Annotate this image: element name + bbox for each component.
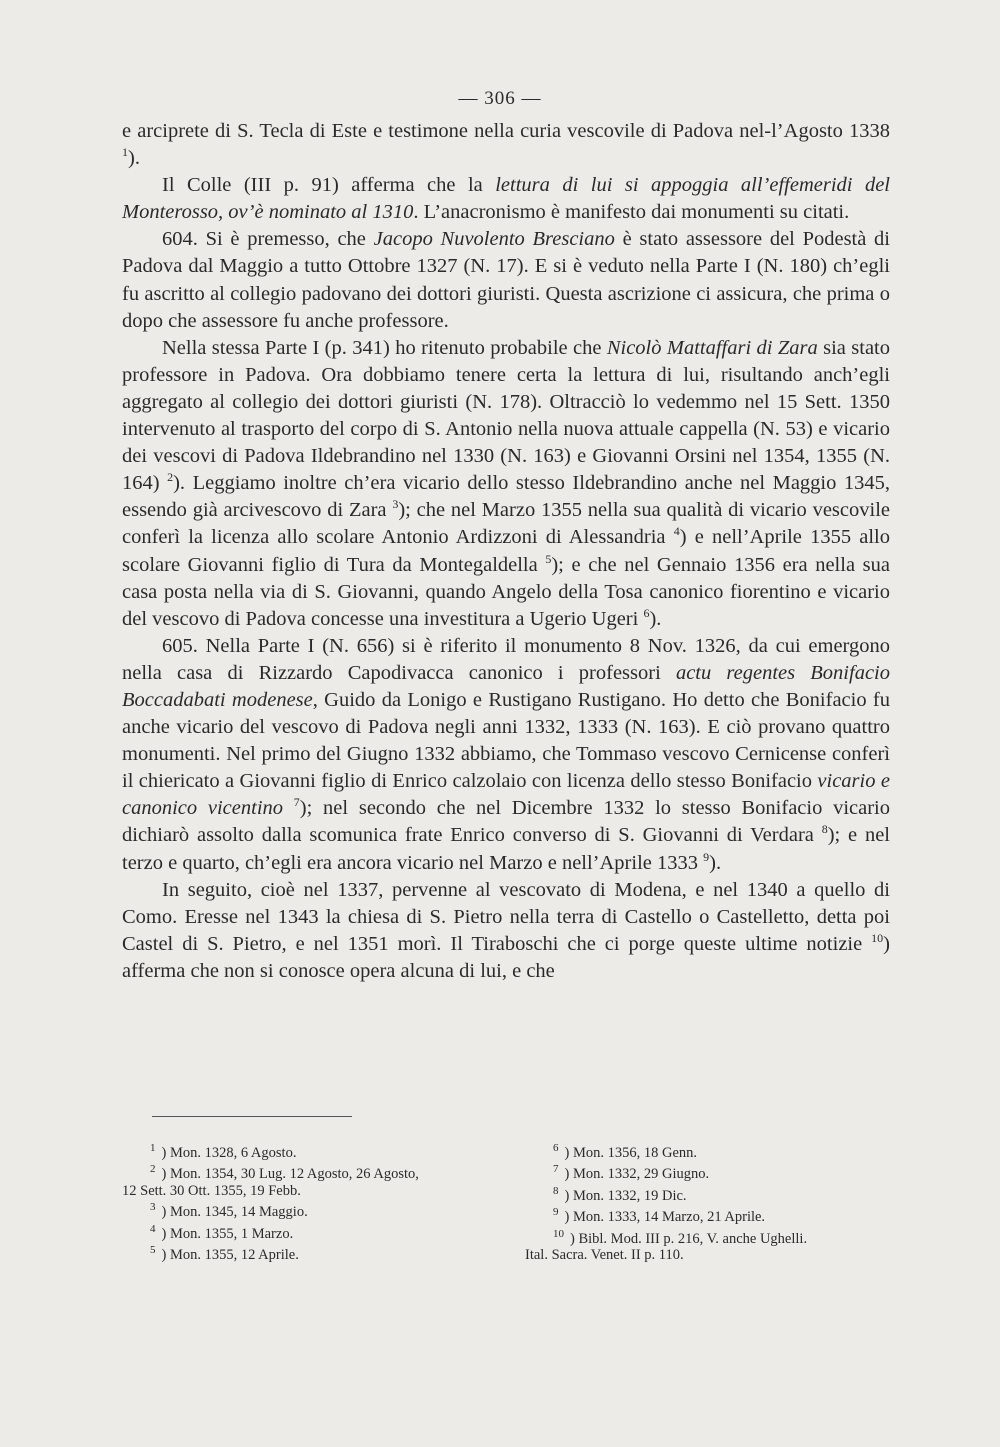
- text-run: ) e nell’Aprile 1355 allo scolare Giovanni figlio di Tura da Montegaldella: [122, 526, 890, 576]
- footnote-text: ) Mon. 1328, 6 Agosto.: [161, 1144, 297, 1161]
- footnote-number: 2: [150, 1163, 156, 1176]
- footnote-text: ) Mon. 1333, 14 Marzo, 21 Aprile.: [564, 1209, 766, 1226]
- footnote-ref: 4: [673, 524, 680, 539]
- text-run: ).: [649, 607, 662, 630]
- text-run: ); nel secondo che nel Dicembre 1332 lo stesso Bonifacio vicario dichiarò assolto dalla scomunica frate Enrico converso di S. Giovanni di Verdara: [122, 797, 890, 847]
- footnote-number: 6: [553, 1142, 559, 1154]
- text-run: Jacopo Nuvolento Bresciano: [373, 228, 615, 251]
- footnote: [525, 1247, 895, 1264]
- text-run: [283, 797, 294, 819]
- body-text: [122, 118, 890, 985]
- footnote-number: 5: [150, 1244, 156, 1257]
- footnote-text: ) Mon. 1355, 12 Aprile.: [161, 1247, 299, 1264]
- paragraph: [122, 877, 890, 985]
- footnote-text: ) Mon. 1332, 19 Dic.: [564, 1187, 687, 1204]
- text-run: ).: [128, 147, 140, 170]
- footnote-number: 7: [553, 1163, 559, 1176]
- footnote-number: 1: [150, 1142, 156, 1154]
- text-run: sia stato professore in Padova. Ora dobbiamo tenere certa la lettura di lui, risultando anch’egli aggregato al collegio dei dottori giuristi (N. 178). Oltracciò lo vedemmo nel 15 Sett. 1350 intervenuto al trasporto del corpo di S. Antonio nella nuova attuale cappella (N. 53) e vicario dei vescovi di Padova Ildebrandino nel 1330 (N. 163) e Giovanni Orsini nel 1354, 1355 (N. 164): [122, 336, 890, 495]
- footnote-text: ) Mon. 1345, 14 Maggio.: [161, 1204, 308, 1221]
- footnotes-right: [525, 1140, 895, 1264]
- footnote: [122, 1161, 492, 1182]
- footnote: [525, 1140, 895, 1161]
- text-run: ); e che nel Gennaio 1356 era nella sua casa posta nella via di S. Giovanni, quando Angelo della Tosa canonico fiorentino e vicario del vescovo di Padova concesse una investitura a Ugerio Ugeri: [122, 553, 890, 630]
- footnote-ref: 9: [703, 849, 710, 864]
- text-run: e arciprete di S. Tecla di Este e testimone nella curia vescovile di Padova nel-l’Agosto 1338: [122, 120, 890, 142]
- text-run: , Guido da Lonigo e Rustigano Rustigano. Ho detto che Bonifacio fu anche vicario del vescovo di Padova negli anni 1332, 1333 (N. 163). E ciò provano quattro monumenti. Nel primo del Giugno 1332 abbiamo, che Tommaso vescovo Cernicense conferì il chiericato a Giovanni figlio di Enrico calzolaio con licenza dello stesso Bonifacio: [122, 688, 890, 793]
- text-run: In seguito, cioè nel 1337, pervenne al vescovato di Modena, e nel 1340 a quello di Como. Eresse nel 1343 la chiesa di S. Pietro nella terra di Castello o Castelletto, detta poi Castel di S. Pietro, e nel 1351 morì. Il Tiraboschi che ci porge queste ultime notizie: [122, 878, 890, 955]
- footnote-text: ) Bibl. Mod. III p. 216, V. anche Ughelli.: [570, 1230, 808, 1247]
- text-run: Nella stessa Parte I (p. 341) ho ritenuto probabile che: [162, 336, 607, 359]
- footnote-text: Ital. Sacra. Venet. II p. 110.: [525, 1247, 684, 1264]
- footnote: [122, 1221, 492, 1242]
- footnote-text: ) Mon. 1354, 30 Lug. 12 Agosto, 26 Agosto,: [161, 1166, 419, 1183]
- footnote-text: ) Mon. 1332, 29 Giugno.: [564, 1166, 710, 1183]
- footnote-number: 3: [150, 1201, 156, 1214]
- footnote: [122, 1183, 492, 1200]
- footnotes-left: [122, 1140, 492, 1264]
- text-run: lettura di lui si appoggia all’effemeridi del Monterosso, ov’è nominato al 1310: [122, 174, 890, 224]
- page-number: — 306 —: [458, 88, 542, 109]
- footnote: [525, 1161, 895, 1182]
- text-run: Il Colle (III p. 91) afferma che la: [162, 174, 496, 197]
- footnote-ref: 6: [643, 605, 650, 620]
- footnote-ref: 2: [167, 470, 174, 485]
- footnote: [122, 1140, 492, 1161]
- text-run: 605. Nella Parte I (N. 656) si è riferito il monumento 8 Nov. 1326, da cui emergono nella casa di Rizzardo Capodivacca canonico i professori: [122, 634, 890, 684]
- footnote-number: 4: [150, 1222, 156, 1235]
- paragraph: [122, 335, 890, 633]
- text-run: ); che nel Marzo 1355 nella sua qualità di vicario vescovile conferì la licenza allo scolare Antonio Ardizzoni di Alessandria: [122, 499, 890, 549]
- text-run: è stato assessore del Podestà di Padova dal Maggio a tutto Ottobre 1327 (N. 17). E si è veduto nella Parte I (N. 180) ch’egli fu ascritto al collegio padovano dei dottori giuristi. Questa ascrizione ci assicura, che prima o dopo che assessore fu anche professore.: [122, 228, 890, 332]
- text-run: actu regentes Bonifacio Boccadabati modenese: [122, 661, 890, 711]
- footnote-number: 9: [553, 1206, 559, 1219]
- footnote-text: ) Mon. 1356, 18 Genn.: [564, 1144, 698, 1161]
- text-run: ) afferma che non si conosce opera alcuna di lui, e che: [122, 932, 890, 982]
- paragraph: [122, 633, 890, 877]
- footnote-number: 8: [553, 1184, 559, 1197]
- paragraph: [122, 226, 890, 334]
- footnote: [525, 1204, 895, 1225]
- footnote-ref: 7: [293, 795, 300, 810]
- footnote-ref: 3: [392, 497, 399, 512]
- paragraph: [122, 118, 890, 172]
- footnote-separator: [152, 1116, 352, 1117]
- text-run: ). Leggiamo inoltre ch’era vicario dello stesso Ildebrandino anche nel Maggio 1345, essendo già arcivescovo di Zara: [122, 472, 891, 522]
- footnote-number: 10: [553, 1227, 564, 1240]
- footnote-text: ) Mon. 1355, 1 Marzo.: [161, 1225, 294, 1242]
- footnote: [525, 1183, 895, 1204]
- footnote-ref: 8: [821, 822, 828, 837]
- footnote: [122, 1242, 492, 1263]
- footnote: [122, 1199, 492, 1220]
- text-run: Nicolò Mattaffari di Zara: [606, 336, 818, 359]
- footnote-ref: 5: [545, 551, 552, 566]
- text-run: . L’anacronismo è manifesto dai monumenti su citati.: [413, 201, 850, 224]
- footnote-ref: 10: [871, 930, 884, 945]
- paragraph: [122, 172, 890, 226]
- text-run: vicario e canonico vicentino: [122, 770, 890, 820]
- footnote-text: 12 Sett. 30 Ott. 1355, 19 Febb.: [122, 1182, 301, 1199]
- footnote: [525, 1226, 895, 1247]
- footnote-ref: 1: [122, 145, 128, 160]
- text-run: ); e nel terzo e quarto, ch’egli era ancora vicario nel Marzo e nell’Aprile 1333: [122, 824, 890, 874]
- text-run: 604. Si è premesso, che: [162, 228, 374, 251]
- text-run: ).: [709, 851, 722, 874]
